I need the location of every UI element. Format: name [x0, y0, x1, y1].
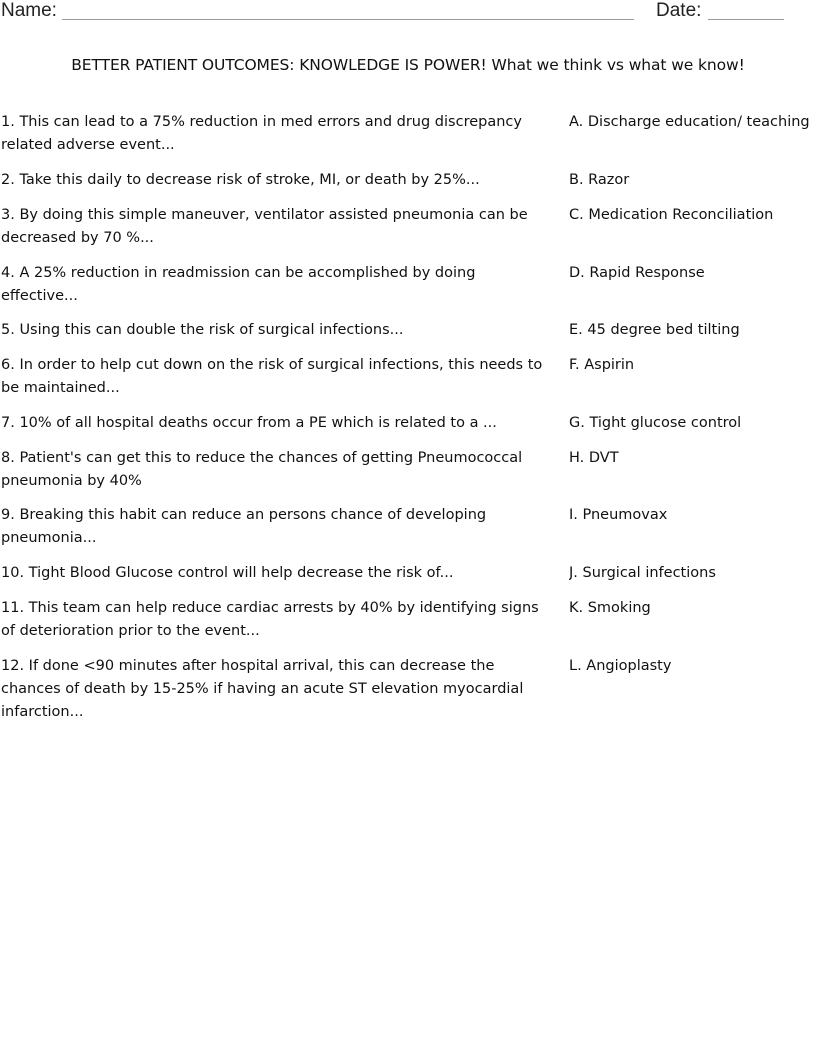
question-item: 8. Patient's can get this to reduce the chances of getting Pneumococcal pneumonia by 40% — [1, 450, 523, 489]
answer-item: B. Razor — [569, 172, 630, 188]
answer-item: I. Pneumovax — [569, 507, 668, 523]
answer-item: H. DVT — [569, 450, 619, 466]
answer-item: C. Medication Reconciliation — [569, 207, 774, 223]
question-item: 6. In order to help cut down on the risk of surgical infections, this needs to be maintained... — [1, 357, 543, 396]
answer-item: K. Smoking — [569, 600, 651, 616]
answer-item: A. Discharge education/ teaching — [569, 114, 810, 130]
date-label: Date: — [656, 0, 702, 21]
question-item: 11. This team can help reduce cardiac arrests by 40% by identifying signs of deterioration prior to the event... — [1, 600, 539, 639]
question-item: 12. If done <90 minutes after hospital arrival, this can decrease the chances of death by 15-25% if having an acute ST elevation myocardial infarction... — [1, 658, 524, 720]
answer-item: G. Tight glucose control — [569, 415, 742, 431]
question-item: 3. By doing this simple maneuver, ventilator assisted pneumonia can be decreased by 70 %... — [1, 207, 528, 246]
answer-item: L. Angioplasty — [569, 658, 672, 674]
answer-item: F. Aspirin — [569, 357, 635, 373]
question-item: 2. Take this daily to decrease risk of stroke, MI, or death by 25%... — [1, 172, 480, 188]
question-item: 7. 10% of all hospital deaths occur from a PE which is related to a ... — [1, 415, 497, 431]
question-item: 9. Breaking this habit can reduce an persons chance of developing pneumonia... — [1, 507, 487, 546]
name-label: Name: — [1, 0, 57, 21]
question-item: 10. Tight Blood Glucose control will help decrease the risk of... — [1, 565, 454, 581]
worksheet-title: BETTER PATIENT OUTCOMES: KNOWLEDGE IS POWER! What we think vs what we know! — [71, 56, 745, 74]
answer-item: E. 45 degree bed tilting — [569, 322, 740, 338]
answer-item: D. Rapid Response — [569, 265, 705, 281]
question-item: 1. This can lead to a 75% reduction in med errors and drug discrepancy related adverse event... — [1, 114, 522, 153]
question-item: 4. A 25% reduction in readmission can be accomplished by doing effective... — [1, 265, 476, 304]
question-item: 5. Using this can double the risk of surgical infections... — [1, 322, 404, 338]
answer-item: J. Surgical infections — [569, 565, 716, 581]
